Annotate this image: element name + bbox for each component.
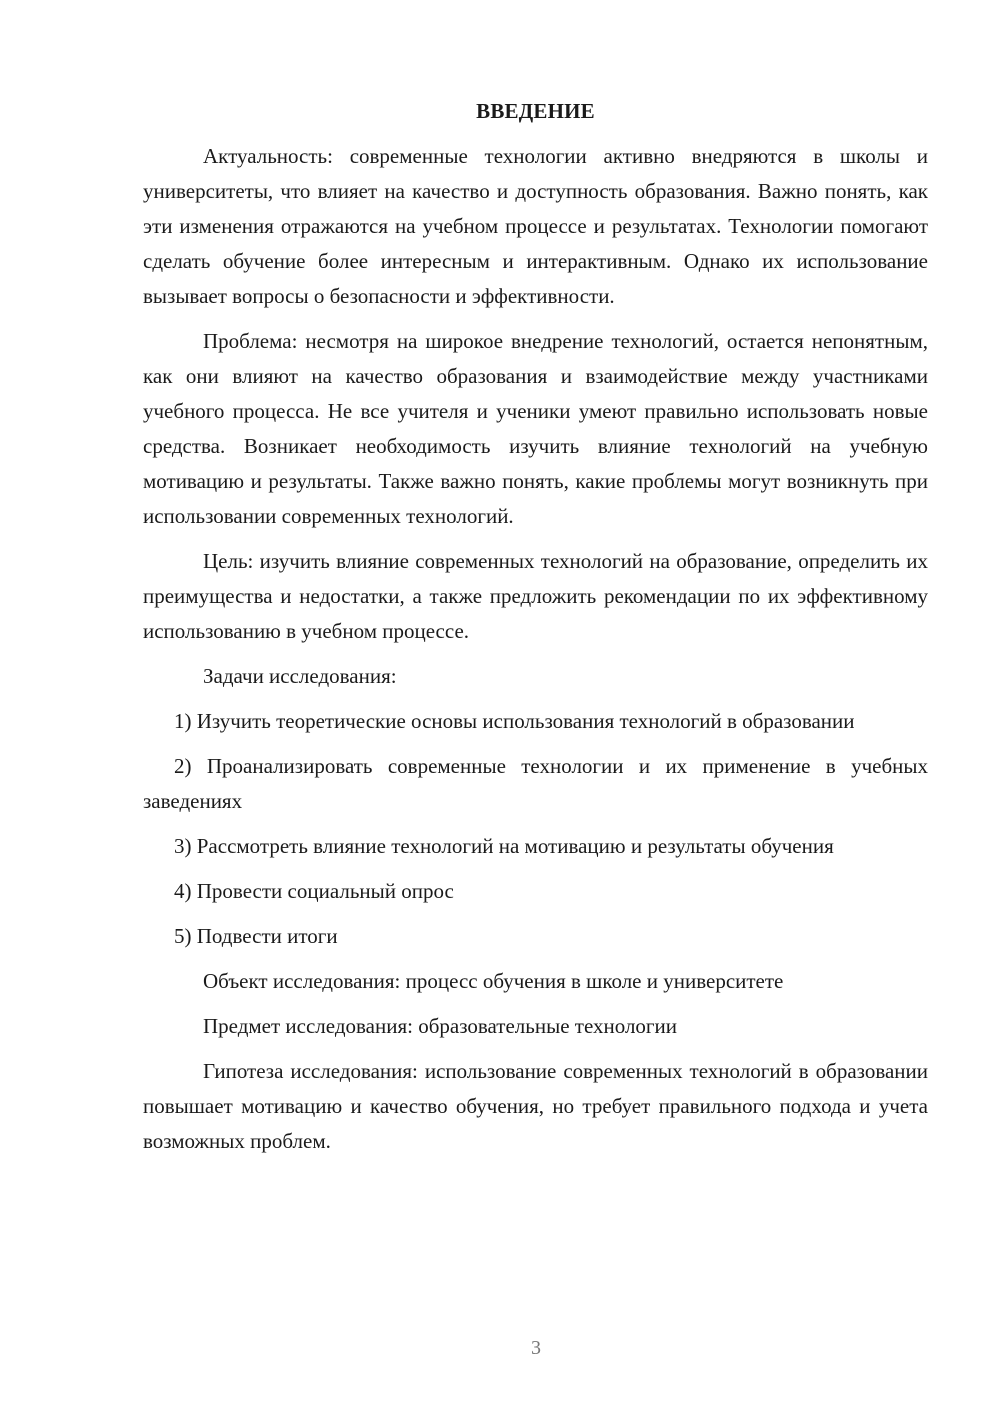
task-item-1: 1) Изучить теоретические основы использования технологий в образовании xyxy=(174,709,855,733)
tasks-heading: Задачи исследования: xyxy=(203,664,397,688)
research-subject: Предмет исследования: образовательные технологии xyxy=(203,1014,678,1038)
paragraph-relevance: Актуальность: современные технологии активно внедряются в школы и университеты, что влияет на качество и доступность образования. Важно понять, как эти изменения отражаются на учебном процессе и результатах. Технологии помогают сделать обучение более интересным и интерактивным. Однако их использование вызывает вопросы о безопасности и эффективности. xyxy=(143,144,928,308)
research-object: Объект исследования: процесс обучения в школе и университете xyxy=(203,969,784,993)
paragraph-problem: Проблема: несмотря на широкое внедрение технологий, остается непонятным, как они влияют на качество образования и взаимодействие между участниками учебного процесса. Не все учителя и ученики умеют правильно использовать новые средства. Возникает необходимость изучить влияние технологий на учебную мотивацию и результаты. Также важно понять, какие проблемы могут возникнуть при использовании современных технологий. xyxy=(143,329,928,528)
task-item-3: 3) Рассмотреть влияние технологий на мотивацию и результаты обучения xyxy=(174,834,834,858)
document-body xyxy=(143,94,928,1169)
task-item-4: 4) Провести социальный опрос xyxy=(174,879,454,903)
research-hypothesis: Гипотеза исследования: использование современных технологий в образовании повышает мотивацию и качество обучения, но требует правильного подхода и учета возможных проблем. xyxy=(143,1059,928,1153)
page-title: ВВЕДЕНИЕ xyxy=(476,99,595,123)
task-item-5: 5) Подвести итоги xyxy=(174,924,338,948)
page-number: 3 xyxy=(531,1337,541,1359)
paragraph-goal: Цель: изучить влияние современных технологий на образование, определить их преимущества и недостатки, а также предложить рекомендации по их эффективному использованию в учебном процессе. xyxy=(143,549,928,643)
task-item-2: 2) Проанализировать современные технологии и их применение в учебных заведениях xyxy=(143,754,928,813)
